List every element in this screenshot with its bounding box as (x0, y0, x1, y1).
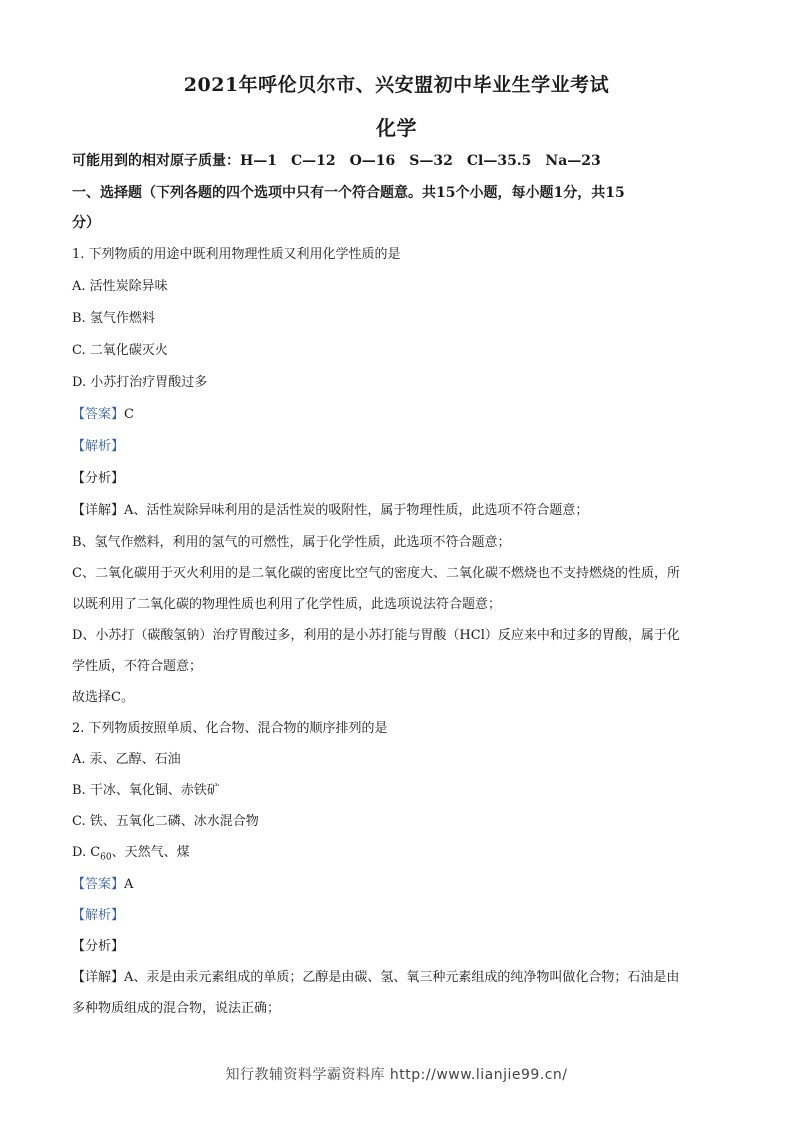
question-2-detail-a-line-1: 【详解】A、汞是由汞元素组成的单质；乙醇是由碳、氢、氧三种元素组成的纯净物叫做化合物；石油是由 (72, 970, 680, 985)
question-2-option-a: A. 汞、乙醇、石油 (72, 752, 181, 767)
question-2-analysis-tag: 【解析】 (72, 908, 125, 923)
question-2-fenxi-tag: 【分析】 (72, 939, 125, 954)
question-2-detail-a-line-2: 多种物质组成的混合物，说法正确； (72, 1001, 281, 1016)
question-2-option-b: B. 干冰、氧化铜、赤铁矿 (72, 783, 220, 798)
answer-value: C (124, 407, 134, 422)
question-1-analysis-tag: 【解析】 (72, 439, 125, 454)
section-heading-line-1: 一、选择题（下列各题的四个选项中只有一个符合题意。共15个小题，每小题1分，共15 (72, 185, 625, 201)
detail-tag: 【详解】 (72, 503, 125, 518)
question-1-conclusion: 故选择C。 (72, 690, 134, 705)
question-1-detail-a: 【详解】A、活性炭除异味利用的是活性炭的吸附性，属于物理性质，此选项不符合题意； (72, 503, 589, 518)
section-heading-line-2: 分） (72, 215, 100, 231)
question-2-option-c: C. 铁、五氧化二磷、冰水混合物 (72, 814, 259, 829)
question-1-detail-c-line-2: 以既利用了二氧化碳的物理性质也利用了化学性质，此选项说法符合题意； (72, 597, 502, 612)
atomic-masses-line: 可能用到的相对原子质量：H—1 C—12 O—16 S—32 Cl—35.5 Na—23 (72, 153, 601, 169)
answer-tag: 【答案】 (72, 877, 125, 892)
question-1-option-a: A. 活性炭除异味 (72, 279, 168, 294)
question-1-option-d: D. 小苏打治疗胃酸过多 (72, 375, 208, 390)
question-1-detail-d-line-1: D、小苏打（碳酸氢钠）治疗胃酸过多，利用的是小苏打能与胃酸（HCl）反应来中和过多的胃酸，属于化 (72, 628, 680, 643)
answer-value: A (124, 877, 134, 892)
question-1-fenxi-tag: 【分析】 (72, 471, 125, 486)
question-2-answer (72, 876, 724, 894)
answer-tag: 【答案】 (72, 407, 125, 422)
question-1-option-b: B. 氢气作燃料 (72, 311, 155, 326)
question-1-detail-b: B、氢气作燃料，利用的氢气的可燃性，属于化学性质，此选项不符合题意； (72, 535, 511, 550)
exam-title: 2021年呼伦贝尔市、兴安盟初中毕业生学业考试 (183, 74, 610, 96)
question-1-detail-d-line-2: 学性质，不符合题意； (72, 659, 203, 674)
question-1-stem: 1. 下列物质的用途中既利用物理性质又利用化学性质的是 (72, 247, 401, 262)
question-1-answer (72, 406, 724, 424)
subject-title: 化学 (376, 116, 417, 140)
question-2-option-d: D. $C_{60}$、天然气、煤 (72, 845, 190, 863)
footer-watermark: 知行教辅资料学霸资料库 http://www.lianjie99.cn/ (225, 1067, 568, 1083)
detail-tag: 【详解】 (72, 970, 125, 985)
question-2-stem: 2. 下列物质按照单质、化合物、混合物的顺序排列的是 (72, 721, 388, 736)
question-1-option-c: C. 二氧化碳灭火 (72, 343, 168, 358)
subscript-60: 60 (100, 852, 112, 863)
question-1-detail-c-line-1: C、二氧化碳用于灭火利用的是二氧化碳的密度比空气的密度大、二氧化碳不燃烧也不支持燃烧的性质，所 (72, 566, 680, 581)
